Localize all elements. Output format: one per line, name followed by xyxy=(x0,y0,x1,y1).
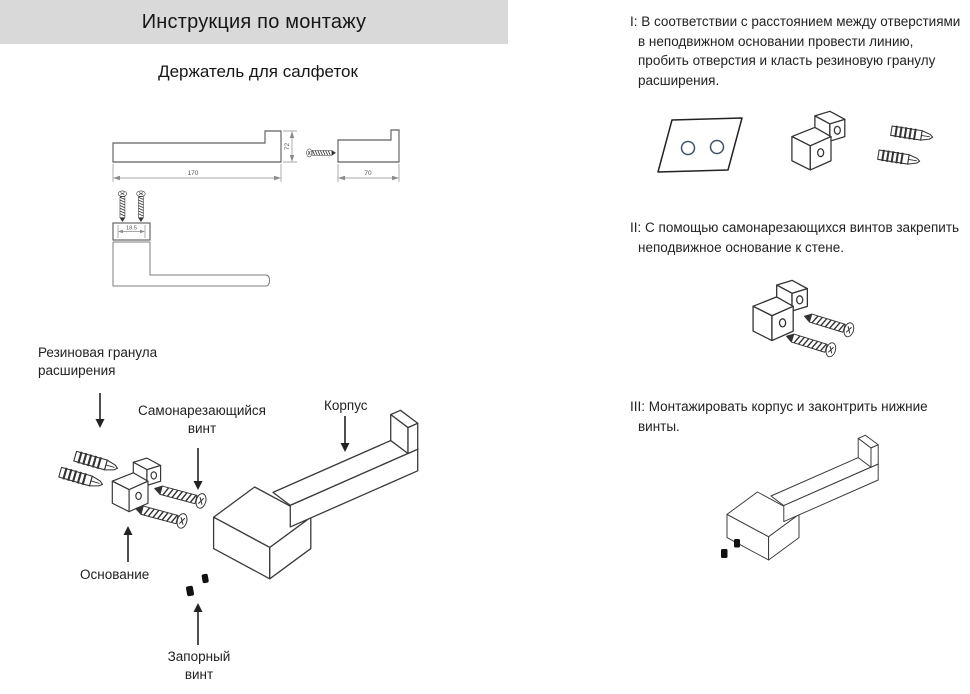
wall-plug-icon xyxy=(59,466,105,490)
base-block-icon xyxy=(112,458,160,512)
header-bar xyxy=(0,0,508,44)
subtitle-wrap xyxy=(58,62,458,82)
wall-plate-icon xyxy=(658,118,742,172)
step-2-illustration xyxy=(700,268,920,383)
lock-screw-icon xyxy=(721,549,728,558)
base-block-icon xyxy=(792,111,845,170)
step-3-text: III: Монтажировать корпус и законтрить нижние винты. xyxy=(630,399,928,434)
wall-plug-icon xyxy=(877,149,920,167)
step-1-illustration xyxy=(645,103,955,198)
dim-length: 170 xyxy=(187,170,199,177)
front-view xyxy=(113,131,297,182)
screw-icon xyxy=(137,191,146,222)
lock-screw-icon xyxy=(186,585,195,596)
product-subtitle: Держатель для салфеток xyxy=(158,62,358,81)
lock-screw-icon xyxy=(201,574,209,584)
dim-height: 72 xyxy=(284,142,291,151)
technical-drawing xyxy=(95,118,425,328)
step-2-text: II: С помощью самонарезающихся винтов закрепить неподвижное основание к стене. xyxy=(630,220,960,255)
profile-view xyxy=(113,191,270,286)
page-title: Инструкция по монтажу xyxy=(141,10,367,33)
screw-icon xyxy=(784,329,837,358)
dim-depth: 70 xyxy=(364,170,372,177)
screw-icon xyxy=(307,149,336,157)
lock-screw-icon xyxy=(734,539,740,548)
label-lock-screw: Запорный винт xyxy=(167,649,231,682)
screw-icon xyxy=(802,309,855,338)
wall-plug-icon xyxy=(74,450,120,474)
label-body: Корпус xyxy=(324,398,368,413)
label-rubber-plug: Резиновая гранула расширения xyxy=(38,345,158,378)
dim-base-width: 18.5 xyxy=(126,225,137,232)
step-1-text: I: В соответствии с расстоянием между отверстиями в неподвижном основании провести линию, пробить отверстия и класть резиновую гранулу расширения. xyxy=(630,14,961,88)
label-self-tapping-screw: Самонарезающийся винт xyxy=(138,403,266,436)
wall-plug-icon xyxy=(890,125,933,143)
base-block-icon xyxy=(753,280,807,340)
screw-icon xyxy=(118,191,127,222)
step-3-illustration xyxy=(705,428,940,593)
holder-body-icon xyxy=(727,435,878,560)
side-view xyxy=(307,130,399,182)
label-base: Основание xyxy=(80,567,150,582)
